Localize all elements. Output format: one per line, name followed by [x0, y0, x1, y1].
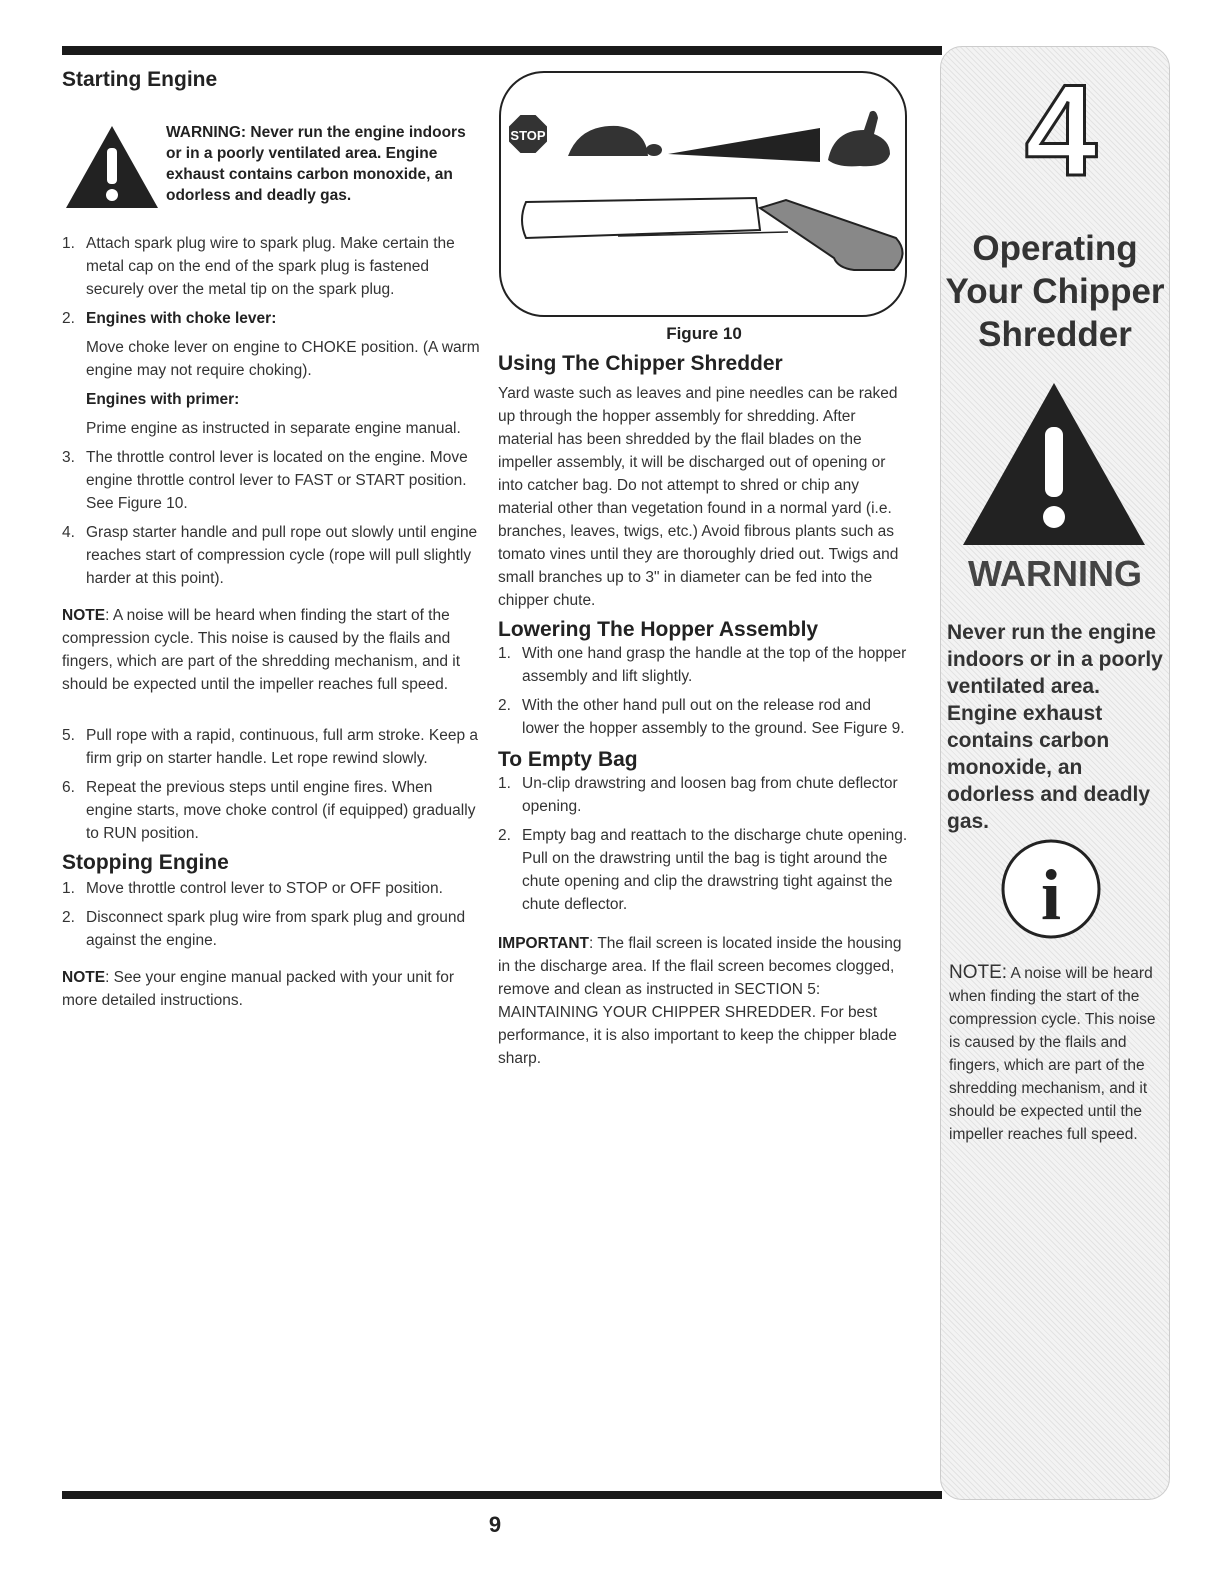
section-sidebar: [940, 46, 1170, 1500]
stopping-steps: [62, 877, 482, 952]
stop-sign-label: STOP: [510, 128, 546, 143]
list-item: 3. The throttle control lever is located on the engine. Move engine throttle control lever to FAST or START position. See Figure 10.: [62, 449, 468, 512]
warning-triangle-icon: [959, 379, 1149, 549]
primer-subheading: Engines with primer:: [86, 391, 240, 408]
left-column: [62, 68, 482, 1012]
using-heading: Using The Chipper Shredder: [498, 352, 783, 375]
middle-column: [498, 68, 910, 1070]
svg-text:4: 4: [1024, 67, 1098, 187]
page-number: 9: [488, 1512, 502, 1537]
choke-subheading: Engines with choke lever:: [86, 310, 277, 327]
section-title: Operating Your Chipper Shredder: [945, 229, 1165, 354]
section-number: [1001, 67, 1121, 187]
warning-callout: [62, 122, 482, 212]
figure-10: [498, 68, 910, 320]
throttle-slot: [522, 198, 760, 238]
empty-bag-heading: To Empty Bag: [498, 748, 638, 771]
list-item: 2. With the other hand pull out on the release rod and lower the hopper assembly to the ground. See Figure 9.: [498, 697, 905, 737]
warning-text: WARNING: Never run the engine indoors or in a poorly ventilated area. Engine exhaust contains carbon monoxide, an odorless and deadly gas.: [166, 124, 466, 204]
list-item: 1. Un-clip drawstring and loosen bag from chute deflector opening.: [498, 775, 898, 815]
note-paragraph: NOTE: See your engine manual packed with your unit for more detailed instructions.: [62, 969, 455, 1009]
sidebar-warning-text: Never run the engine indoors or in a poorly ventilated area. Engine exhaust contains carbon monoxide, an odorless and deadly gas.: [947, 621, 1163, 833]
svg-text:i: i: [1040, 855, 1062, 935]
starting-steps: [62, 232, 482, 590]
using-paragraph: Yard waste such as leaves and pine needles can be raked up through the hopper assembly for shredding. After material has been shredded by the flail blades on the impeller assembly, it will be discharged out of opening or into catcher bag. Do not attempt to shred or chip any material other than vegetation found in a normal yard (i.e. branches, leaves, twigs, etc.) Avoid fibrous plants such as tomato vines until they are thoroughly dried out. Twigs and small branches up to 3" in diameter can be fed into the chipper chute.: [498, 385, 899, 609]
list-item: 2. Engines with choke lever: Move choke lever on engine to CHOKE position. (A warm engine may not require choking). Engines with primer: Prime engine as instructed in separate engine manual.: [62, 307, 482, 440]
list-item: 5. Pull rope with a rapid, continuous, full arm stroke. Keep a firm grip on starter handle. Let rope rewind slowly.: [62, 727, 479, 767]
empty-bag-steps: [498, 772, 910, 916]
note-paragraph: NOTE: A noise will be heard when finding the start of the compression cycle. This noise is caused by the flails and fingers, which are part of the shredding mechanism, and it should be expected until the impeller reaches full speed.: [62, 607, 461, 693]
list-item: 1. Move throttle control lever to STOP or OFF position.: [62, 880, 443, 897]
list-item: 1. With one hand grasp the handle at the top of the hopper assembly and lift slightly.: [498, 645, 907, 685]
info-icon: [999, 837, 1103, 941]
sidebar-note: NOTE: A noise will be heard when finding the start of the compression cycle. This noise is caused by the flails and fingers, which are part of the shredding mechanism, and it should be expected until the impeller reaches full speed.: [949, 962, 1156, 1143]
important-paragraph: IMPORTANT: The flail screen is located inside the housing in the discharge area. If the flail screen becomes clogged, remove and clean as instructed in SECTION 5: MAINTAINING YOUR CHIPPER SHREDDER. For best performance, it is also important to keep the chipper blade sharp.: [498, 935, 902, 1067]
starting-steps-continued: [62, 724, 482, 845]
starting-engine-heading: Starting Engine: [62, 68, 218, 91]
warning-triangle-icon: [62, 122, 162, 212]
stopping-engine-heading: Stopping Engine: [62, 851, 229, 874]
bottom-rule: [62, 1491, 942, 1499]
lowering-heading: Lowering The Hopper Assembly: [498, 618, 819, 641]
list-item: 4. Grasp starter handle and pull rope out slowly until engine reaches start of compression cycle (rope will pull slightly harder at this point).: [62, 524, 478, 587]
figure-caption: Figure 10: [666, 324, 742, 343]
top-rule: [62, 46, 942, 55]
lowering-steps: [498, 642, 910, 740]
list-item: 2. Disconnect spark plug wire from spark plug and ground against the engine.: [62, 909, 466, 949]
throttle-diagram: [498, 68, 910, 320]
warning-heading: WARNING: [968, 553, 1142, 594]
list-item: 1. Attach spark plug wire to spark plug. Make certain the metal cap on the end of the spark plug is fastened securely over the metal tip on the spark plug.: [62, 235, 455, 298]
list-item: 6. Repeat the previous steps until engine fires. When engine starts, move choke control (if equipped) gradually to RUN position.: [62, 779, 476, 842]
list-item: 2. Empty bag and reattach to the discharge chute opening. Pull on the drawstring until the bag is tight around the chute opening and clip the drawstring tight against the chute deflector.: [498, 827, 908, 913]
